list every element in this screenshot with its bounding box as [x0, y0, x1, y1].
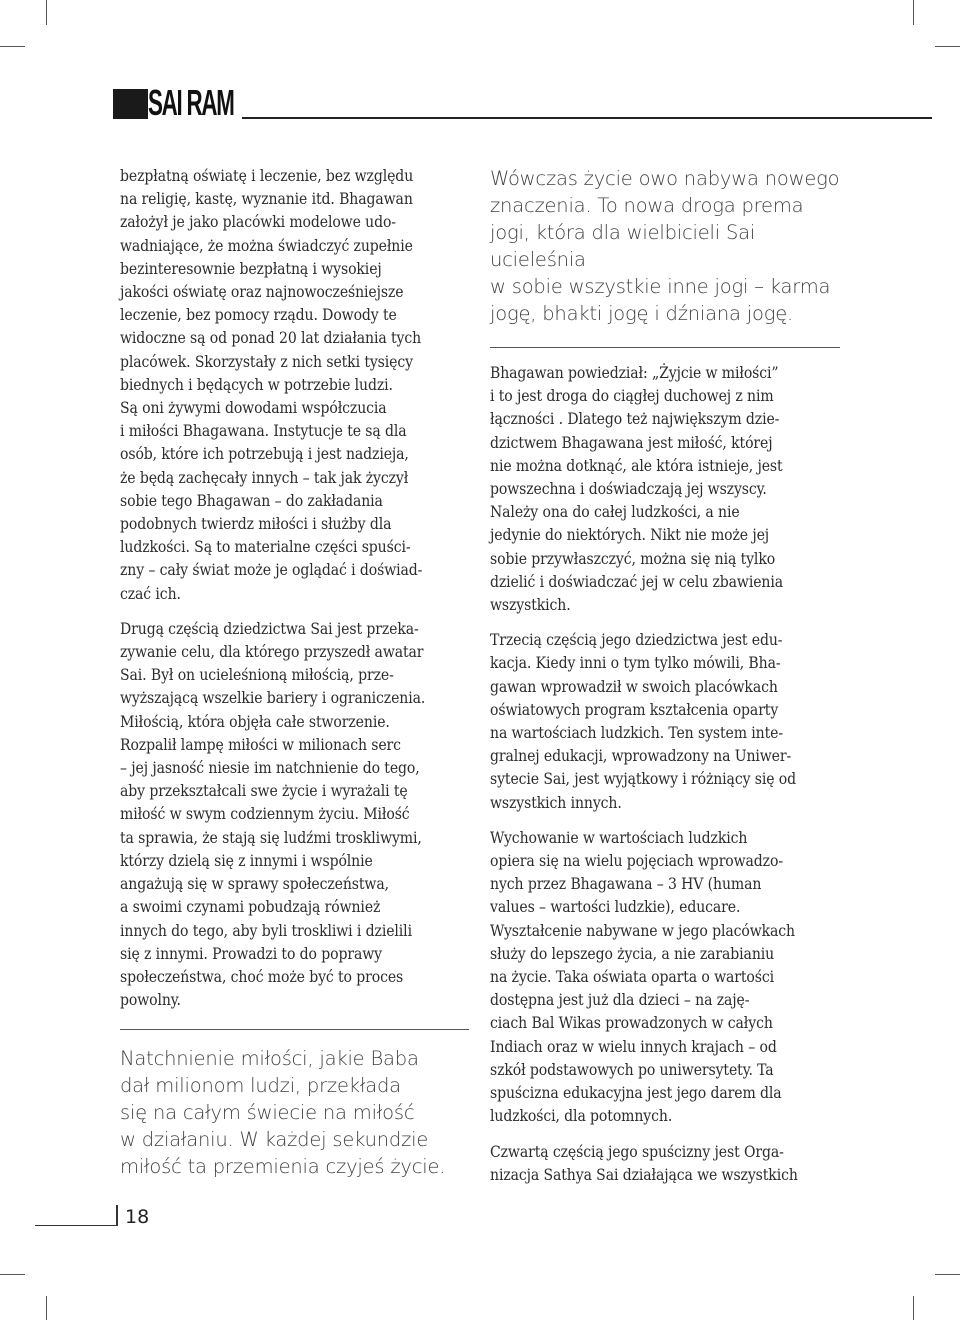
body-paragraph: Drugą częścią dziedzictwa Sai jest przeka- zywanie celu, dla którego przyszedł awatar Sai. Był on ucieleśnioną miłością, prze- wyższającą wszelkie bariery i ograniczenia. Miłością, która objęła całe stworzenie. Rozpalił lampę miłości w milionach serc – jej jasność niesie im natchnienie do tego, aby przekształcali swe życie i wyrażali tę miłość w swym codziennym życiu. Miłość ta sprawia, że stają się ludźmi troskliwymi, którzy dzielą się z innymi i wspólnie angażują się w sprawy społeczeństwa, a swoimi czynami pobudzają również innych do tego, aby byli troskliwi i dzielili się z innymi. Prowadzi to do poprawy społeczeństwa, choć może być to proces powolny.: [120, 619, 426, 1010]
right-column: [490, 165, 842, 1199]
pull-quote: Natchnienie miłości, jakie Baba dał milionom ludzi, przekłada się na całym świecie na miłość w działaniu. W każdej sekundzie miłość ta przemienia czyjeś życie.: [120, 1047, 446, 1179]
crop-mark: [935, 46, 960, 47]
crop-mark: [913, 1296, 914, 1320]
crop-mark: [913, 0, 914, 25]
pull-quote: Wówczas życie owo nabywa nowego znaczenia. To nowa droga prema jogi, która dla wielbicieli Sai ucieleśnia w sobie wszystkie inne jogi – karma jogę, bhakti jogę i dźniana jogę.: [490, 167, 840, 325]
pull-quote-rule: [490, 347, 840, 348]
body-paragraph: bezpłatną oświatę i leczenie, bez względu na religię, kastę, wyznanie itd. Bhagawan założył je jako placówki modelowe udo- wadniające, że można świadczyć zupełnie bezinteresownie bezpłatną i wysokiej jakości oświatę oraz najnowocześniejsze leczenie, bez pomocy rządu. Dowody te widoczne są od ponad 20 lat działania tych placówek. Skorzystały z nich setki tysięcy biednych i będących w potrzebie ludzi. Są oni żywymi dowodami współczucia i miłości Bhagawana. Instytucje te są dla osób, które ich potrzebują i jest nadzieja, że będą zachęcały innych – tak jak życzył sobie tego Bhagawan – do zakładania podobnych twierdz miłości i służby dla ludzkości. Są to materialne części spuści- zny – cały świat może je oglądać i doświad- czać ich.: [120, 167, 423, 603]
pull-quote-rule: [120, 1029, 469, 1030]
magazine-logo: SAI RAM: [148, 82, 234, 123]
left-column: [120, 165, 472, 1180]
crop-mark: [46, 0, 47, 25]
page-number-rule: [35, 1225, 117, 1226]
crop-mark: [0, 1274, 25, 1275]
crop-mark: [935, 1274, 960, 1275]
header-accent-block: [113, 89, 148, 119]
header-rule: [242, 117, 932, 119]
body-paragraph: Trzecią częścią jego dziedzictwa jest edu- kacja. Kiedy inni o tym tylko mówili, Bha- gawan wprowadził w swoich placówkach oświatowych program kształcenia oparty na wartościach ludzkich. Ten system inte- gralnej edukacji, wprowadzony na Uniwer- sytecie Sai, jest wyjątkowy i różniący się od wszystkich innych.: [490, 631, 797, 812]
crop-mark: [0, 46, 25, 47]
crop-mark: [46, 1296, 47, 1320]
page-number-rule: [116, 1205, 118, 1226]
body-paragraph: Bhagawan powiedział: „Żyjcie w miłości” i to jest droga do ciągłej duchowej z nim łączności . Dlatego też największym dzie- dzictwem Bhagawana jest miłość, której nie można dotknąć, ale która istnieje, jest powszechna i doświadczają jej wszyscy. Należy ona do całej ludzkości, a nie jedynie do niektórych. Nikt nie może jej sobie przywłaszczyć, można się nią tylko dzielić i doświadczać jej w celu zbawienia wszystkich.: [490, 364, 783, 615]
body-paragraph: Czwartą częścią jego spuścizny jest Orga- nizacja Sathya Sai działająca we wszystkich: [490, 1142, 798, 1184]
body-paragraph: Wychowanie w wartościach ludzkich opiera się na wielu pojęciach wprowadzo- nych przez Bhagawana – 3 HV (human values – wartości ludzkie), educare. Wyształcenie nabywane w jego placówkach służy do lepszego życia, a nie zarabianiu na życie. Taka oświata oparta o wartości dostępna jest już dla dzieci – na zaję- ciach Bal Wikas prowadzonych w całych Indiach oraz w wielu innych krajach – od szkół podstawowych po uniwersytety. Ta spuścizna edukacyjna jest jego darem dla ludzkości, dla potomnych.: [490, 828, 795, 1126]
page-number: 18: [125, 1206, 150, 1228]
